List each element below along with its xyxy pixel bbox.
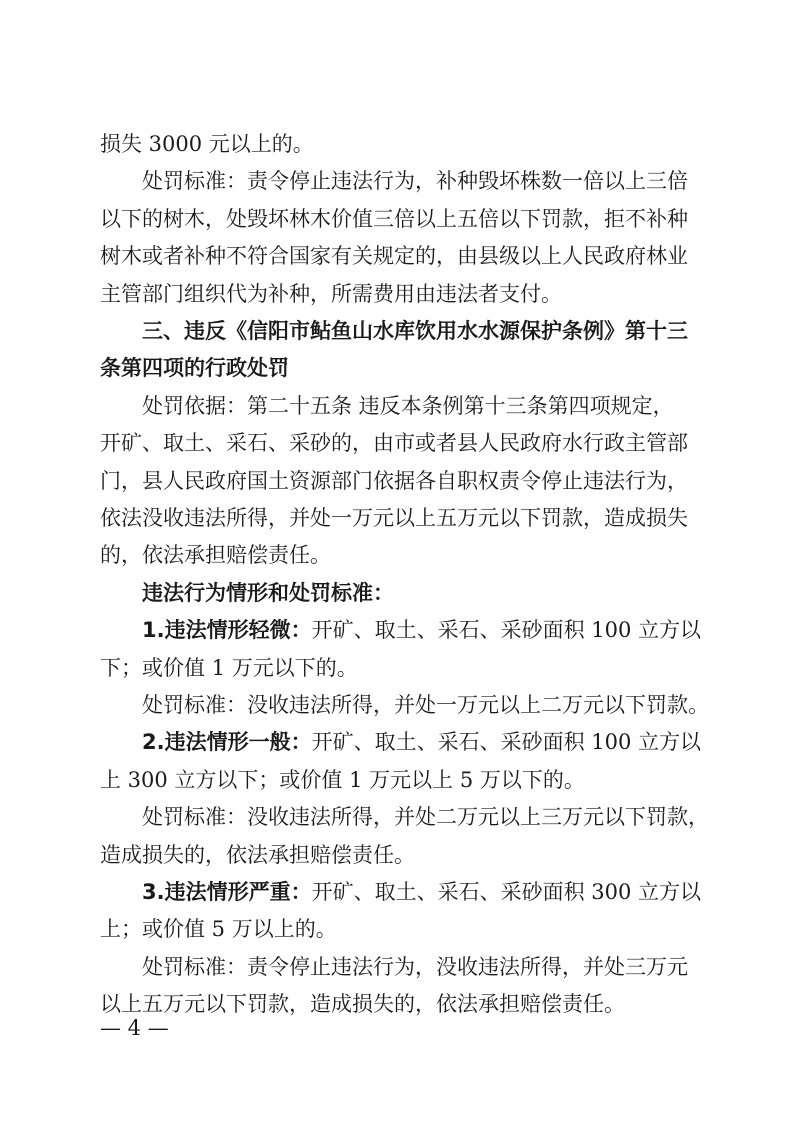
subsection-heading: 违法行为情形和处罚标准： [142,581,394,605]
page-number: — 4 — [100,1016,169,1040]
case-line [142,615,701,645]
paragraph-line: 开矿、取土、采石、采砂的，由市或者县人民政府水行政主管部 [100,431,688,455]
paragraph-line: 处罚依据：第二十五条 违反本条例第十三条第四项规定， [142,394,674,418]
paragraph-line: 处罚标准：没收违法所得，并处一万元以上二万元以下罚款。 [142,693,709,717]
section-heading: 条第四项的行政处罚 [100,356,289,380]
case-line [142,877,701,907]
case-text: 开矿、取土、采石、采砂面积 300 立方以 [311,880,702,904]
paragraph-line: 依法没收违法所得，并处一万元以上五万元以下罚款，造成损失 [100,506,688,530]
paragraph-line: 处罚标准：责令停止违法行为，没收违法所得，并处三万元 [142,955,688,979]
section-heading: 三、违反《信阳市鲇鱼山水库饮用水水源保护条例》第十三 [142,319,688,343]
paragraph-line: 上；或价值 5 万以上的。 [100,917,337,941]
paragraph-line: 造成损失的，依法承担赔偿责任。 [100,843,415,867]
paragraph-line: 以上五万元以下罚款，造成损失的，依法承担赔偿责任。 [100,992,625,1016]
paragraph-line: 处罚标准：责令停止违法行为，补种毁坏株数一倍以上三倍 [142,169,688,193]
case-label: 3.违法情形严重： [142,880,312,904]
paragraph-line: 下；或价值 1 万元以下的。 [100,656,358,680]
case-line [142,727,701,757]
paragraph-line: 树木或者补种不符合国家有关规定的，由县级以上人民政府林业 [100,244,688,268]
paragraph-line: 的，依法承担赔偿责任。 [100,543,331,567]
paragraph-line: 主管部门组织代为补种，所需费用由违法者支付。 [100,282,562,306]
paragraph-line: 损失 3000 元以上的。 [100,132,314,156]
case-label: 1.违法情形轻微： [142,618,312,642]
paragraph-line: 处罚标准：没收违法所得，并处二万元以上三万元以下罚款， [142,805,709,829]
case-label: 2.违法情形一般： [142,730,312,754]
case-text: 开矿、取土、采石、采砂面积 100 立方以 [311,618,702,642]
paragraph-line: 以下的树木，处毁坏林木价值三倍以上五倍以下罚款，拒不补种 [100,207,688,231]
case-text: 开矿、取土、采石、采砂面积 100 立方以 [311,730,702,754]
paragraph-line: 上 300 立方以下；或价值 1 万元以上 5 万以下的。 [100,768,585,792]
paragraph-line: 门，县人民政府国土资源部门依据各自职权责令停止违法行为， [100,469,688,493]
